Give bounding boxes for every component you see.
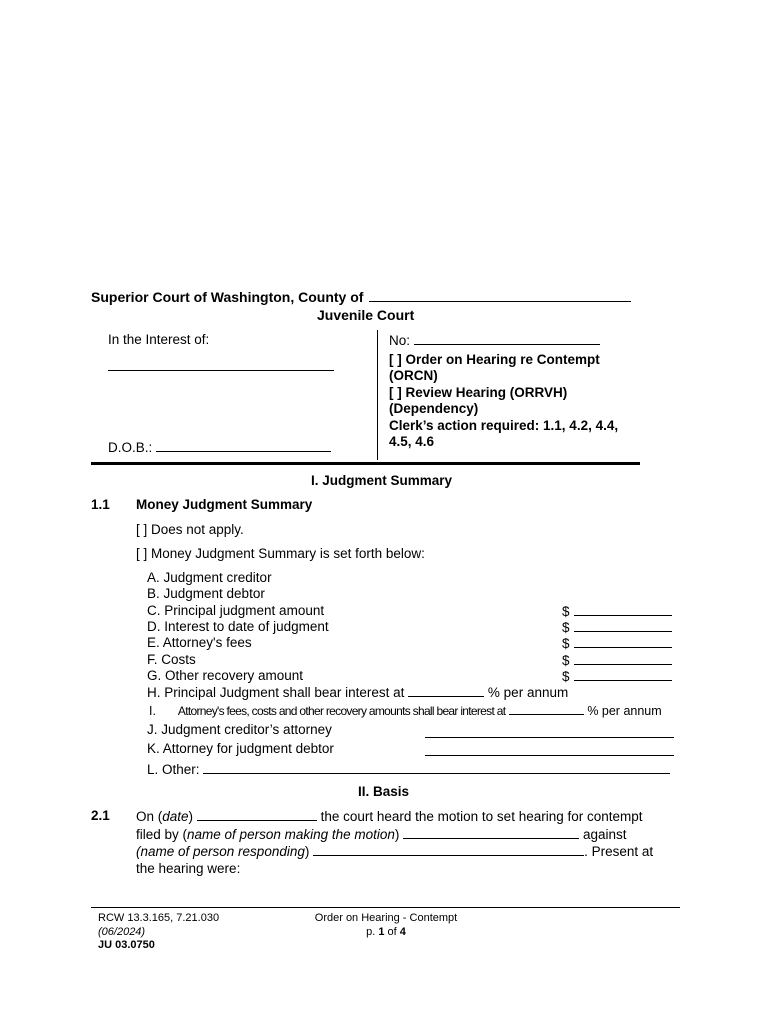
- court-subtitle: Juvenile Court: [317, 307, 415, 323]
- option-orcn-code: (ORCN): [389, 368, 438, 384]
- amount-blank[interactable]: [574, 652, 672, 665]
- item-fees-interest: I. Attorney's fees, costs and other recovery amounts shall bear interest at % per annum: [149, 704, 662, 718]
- attorney-fees-amount-field: $: [562, 635, 672, 651]
- option-orcn[interactable]: [ ] Order on Hearing re Contempt: [389, 352, 600, 367]
- item-other-recovery: G. Other recovery amount: [147, 668, 304, 683]
- order-type-options: [389, 352, 618, 450]
- creditor-attorney-blank[interactable]: [425, 737, 674, 738]
- responding-party-blank[interactable]: [313, 843, 584, 856]
- hearing-date-blank[interactable]: [197, 808, 317, 821]
- caption-divider: [377, 330, 378, 460]
- amount-blank[interactable]: [574, 635, 672, 648]
- footer-page: p. 1 of 4: [366, 925, 406, 938]
- amount-blank[interactable]: [574, 619, 672, 632]
- fees-rate-blank[interactable]: [509, 702, 584, 715]
- interest-label: In the Interest of:: [108, 332, 210, 347]
- item-attorney-fees: E. Attorney's fees: [147, 635, 252, 650]
- item-costs: F. Costs: [147, 652, 196, 667]
- item-other: L. Other:: [147, 761, 670, 777]
- item-judgment-creditor: A. Judgment creditor: [147, 570, 272, 585]
- footer-rule: [91, 907, 680, 908]
- section-1-1-title: Money Judgment Summary: [136, 497, 313, 512]
- principal-amount-field: $: [562, 603, 672, 619]
- option-orrvh[interactable]: [ ] Review Hearing (ORRVH): [389, 384, 568, 400]
- debtor-attorney-blank[interactable]: [425, 755, 674, 756]
- other-recovery-amount-field: $: [562, 668, 672, 684]
- section-2-1-text: On (date) the court heard the motion to set hearing for contempt filed by (name of person making the motion) against (name of person responding) . Present at the hearing were:: [136, 809, 654, 876]
- caption-bottom-rule: [91, 462, 640, 465]
- footer-date: (06/2024): [98, 925, 146, 938]
- footer-title: Order on Hearing - Contempt: [314, 912, 458, 924]
- item-creditor-attorney: J. Judgment creditor’s attorney: [147, 722, 332, 737]
- amount-blank[interactable]: [574, 668, 672, 681]
- item-debtor-attorney: K. Attorney for judgment debtor: [147, 741, 334, 756]
- child-name-blank[interactable]: [108, 370, 334, 371]
- footer-rcw: RCW 13.3.165, 7.21.030: [98, 912, 220, 924]
- clerk-action-cont: 4.5, 4.6: [389, 434, 435, 450]
- option-does-not-apply[interactable]: [ ] Does not apply.: [136, 522, 244, 537]
- footer-left: [98, 912, 219, 953]
- item-principal-amount: C. Principal judgment amount: [147, 603, 325, 618]
- court-title: Superior Court of Washington, County of: [91, 289, 631, 305]
- hearing-attendees-label: the hearing were:: [136, 860, 241, 876]
- case-number-blank[interactable]: [414, 332, 600, 345]
- option-orrvh-code: (Dependency): [389, 401, 479, 417]
- moving-party-blank[interactable]: [403, 826, 579, 839]
- section-1-heading: I. Judgment Summary: [311, 473, 453, 488]
- principal-rate-blank[interactable]: [408, 684, 484, 697]
- section-2-1-number: 2.1: [91, 808, 110, 823]
- footer-form-id: JU 03.0750: [98, 939, 155, 951]
- interest-amount-field: $: [562, 619, 672, 635]
- clerk-action: Clerk’s action required: 1.1, 4.2, 4.4,: [389, 417, 619, 433]
- item-interest-to-date: D. Interest to date of judgment: [147, 619, 329, 634]
- item-principal-interest: H. Principal Judgment shall bear interest at % per annum: [147, 685, 569, 700]
- case-number-field: No:: [389, 332, 600, 348]
- dob-blank[interactable]: [156, 439, 331, 452]
- county-blank[interactable]: [369, 289, 631, 302]
- section-2-heading: II. Basis: [358, 784, 410, 799]
- dob-field: D.O.B.:: [108, 439, 331, 455]
- costs-amount-field: $: [562, 652, 672, 668]
- other-blank[interactable]: [203, 761, 670, 774]
- item-judgment-debtor: B. Judgment debtor: [147, 586, 265, 601]
- footer-center: [312, 912, 460, 939]
- option-summary-below[interactable]: [ ] Money Judgment Summary is set forth below:: [136, 546, 425, 561]
- amount-blank[interactable]: [574, 603, 672, 616]
- section-1-1-number: 1.1: [91, 497, 110, 512]
